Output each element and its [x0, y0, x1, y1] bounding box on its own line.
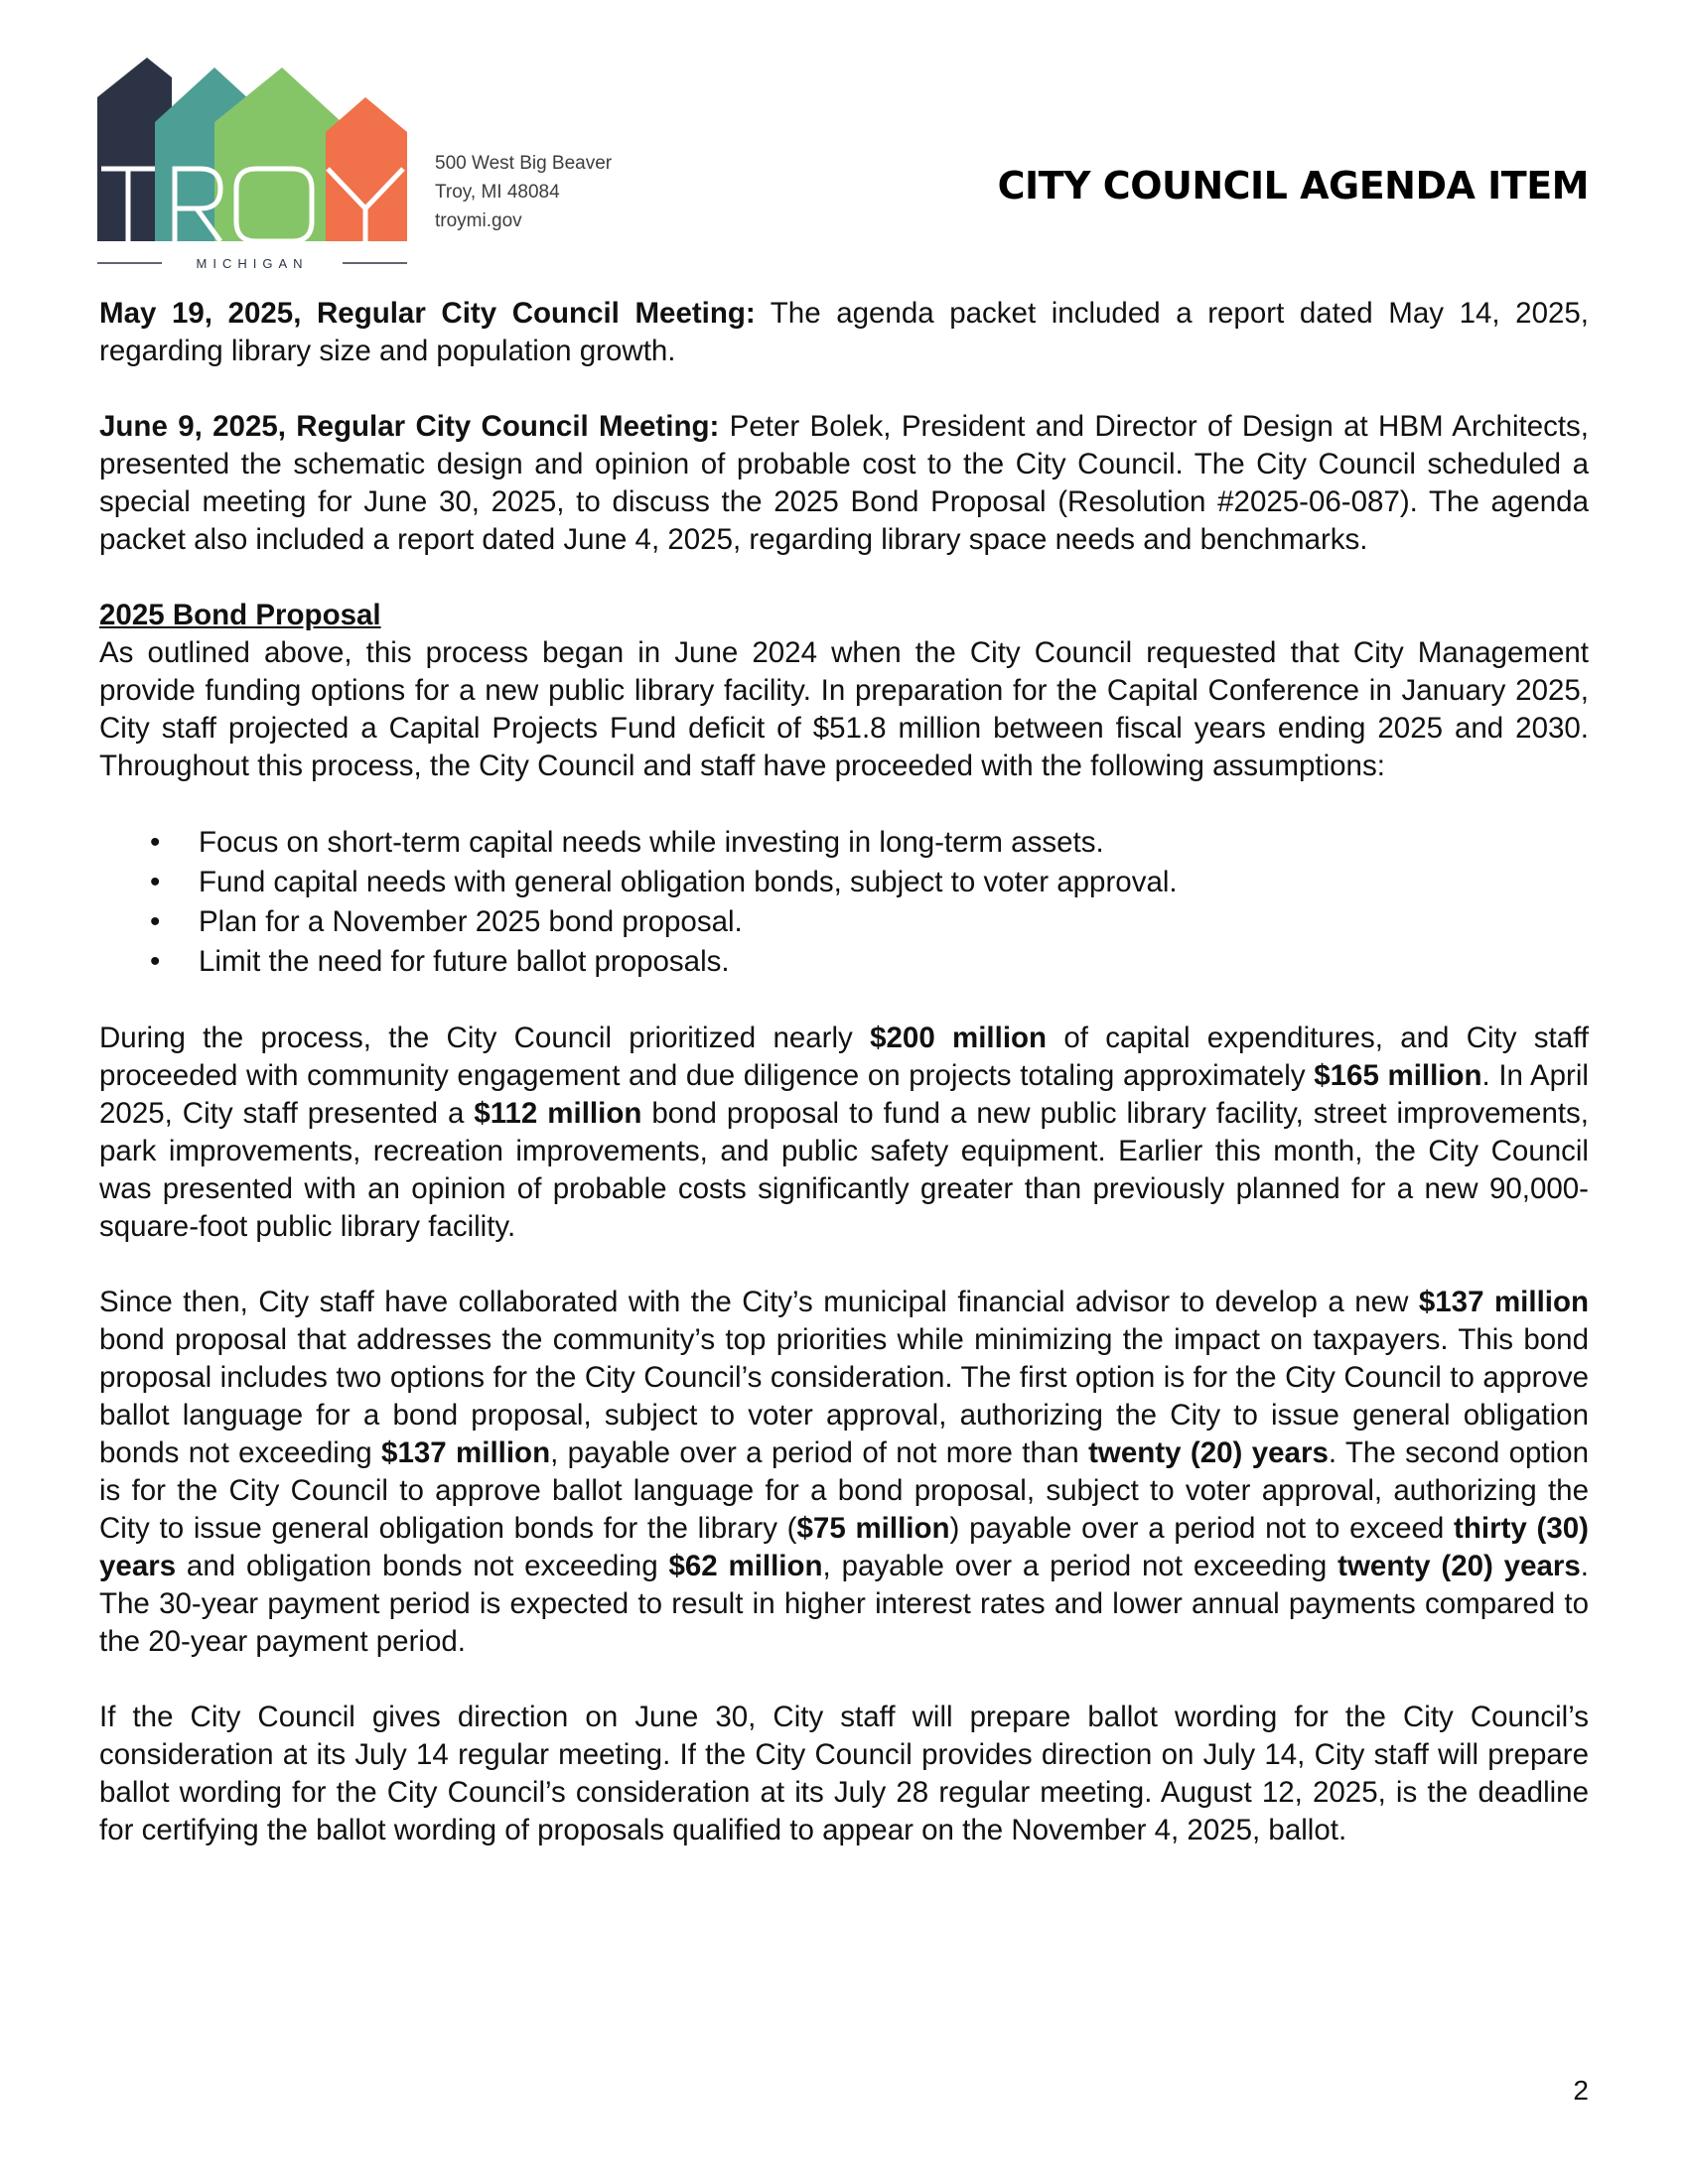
- term-20-years: twenty (20) years: [1337, 1550, 1581, 1582]
- document-body: [99, 295, 1589, 1849]
- amount-62m: $62 million: [668, 1550, 823, 1582]
- text-run: . In April 2025, City staff presented a: [99, 1059, 1589, 1130]
- list-item: • Plan for a November 2025 bond proposal.: [199, 902, 1589, 942]
- address-city: Troy, MI 48084: [435, 182, 560, 203]
- capital-expenditures-paragraph: [99, 1020, 1589, 1246]
- text-run: and obligation bonds not exceeding: [176, 1550, 669, 1582]
- text-run: bond proposal to fund a new public library facility, street improvements, park improvements, recreation improvements, and public safety equipment. Earlier this month, the City Council was presented with an opinion of probable costs significantly greater than previously planned for a new 90,000-square-foot public library facility.: [99, 1097, 1589, 1243]
- text-run: of capital expenditures, and City staff proceeded with community engagement and due diligence on projects totaling approximately: [99, 1022, 1589, 1092]
- text-run: During the process, the City Council prioritized nearly: [99, 1022, 871, 1054]
- text-run: . The 30-year payment period is expected to result in higher interest rates and lower annual payments compared to the 20-year payment period.: [99, 1550, 1589, 1658]
- bond-proposal-intro: [99, 597, 1589, 785]
- meeting-text: Peter Bolek, President and Director of Design at HBM Architects, presented the schematic design and opinion of probable cost to the City Council. The City Council scheduled a special meeting for June 30, 2025, to discuss the 2025 Bond Proposal (Resolution #2025-06-087). The agenda packet also included a report dated June 4, 2025, regarding library space needs and benchmarks.: [99, 410, 1590, 556]
- meeting-label: June 9, 2025, Regular City Council Meeting:: [99, 410, 720, 443]
- text-run: ) payable over a period not to exceed: [949, 1512, 1455, 1545]
- meeting-text: The agenda packet included a report dated May 14, 2025, regarding library size and population growth.: [99, 297, 1589, 367]
- text-run: , payable over a period of not more than: [550, 1436, 1089, 1469]
- agenda-title: CITY COUNCIL AGENDA ITEM: [997, 164, 1589, 207]
- bond-options-paragraph: [99, 1284, 1589, 1661]
- amount-75m: $75 million: [796, 1512, 950, 1545]
- amount-200m: $200 million: [870, 1022, 1048, 1054]
- city-address: [435, 149, 612, 235]
- address-street: 500 West Big Beaver: [435, 153, 613, 174]
- ballot-timeline-paragraph: If the City Council gives direction on June 30, City staff will prepare ballot wording for the City Council’s consideration at its July 14 regular meeting. If the City Council provides direction on July 14, City staff will prepare ballot wording for the City Council’s consideration at its July 28 regular meeting. August 12, 2025, is the deadline for certifying the ballot wording of proposals qualified to appear on the November 4, 2025, ballot.: [99, 1701, 1589, 1846]
- text-run: bond proposal that addresses the community’s top priorities while minimizing the impact on taxpayers. This bond proposal includes two options for the City Council’s consideration. The first option is for the City Council to approve ballot language for a bond proposal, subject to voter approval, authorizing the City to issue general obligation bonds not exceeding: [99, 1323, 1589, 1469]
- page-number: 2: [1573, 2075, 1589, 2106]
- term-30-years: thirty (30) years: [99, 1512, 1589, 1582]
- list-item: • Fund capital needs with general obligation bonds, subject to voter approval.: [199, 863, 1589, 902]
- logo-michigan-text: MICHIGAN: [196, 256, 309, 271]
- troy-logo: [97, 58, 407, 271]
- meeting-entry-june-9: [99, 408, 1589, 559]
- list-item: • Limit the need for future ballot proposals.: [199, 942, 1589, 982]
- website-link[interactable]: troymi.gov: [435, 210, 522, 231]
- assumptions-list: [99, 823, 1589, 982]
- meeting-label: May 19, 2025, Regular City Council Meeting:: [99, 297, 756, 330]
- text-run: . The second option is for the City Council to approve ballot language for a bond proposal, subject to voter approval, authorizing the City to issue general obligation bonds for the library (: [99, 1436, 1589, 1545]
- intro-text: As outlined above, this process began in June 2024 when the City Council requested that City Management provide funding options for a new public library facility. In preparation for the Capital Conference in January 2025, City staff projected a Capital Projects Fund deficit of $51.8 million between fiscal years ending 2025 and 2030. Throughout this process, the City Council and staff have proceeded with the following assumptions:: [99, 636, 1589, 782]
- list-item: • Focus on short-term capital needs while investing in long-term assets.: [199, 823, 1589, 863]
- text-run: , payable over a period not exceeding: [822, 1550, 1338, 1582]
- amount-165m: $165 million: [1314, 1059, 1482, 1092]
- term-20-years: twenty (20) years: [1088, 1436, 1329, 1469]
- amount-137m: $137 million: [381, 1436, 551, 1469]
- meeting-entry-may-19: [99, 295, 1589, 370]
- amount-137m: $137 million: [1418, 1286, 1589, 1318]
- text-run: Since then, City staff have collaborated with the City’s municipal financial advisor to develop a new: [99, 1286, 1419, 1318]
- amount-112m: $112 million: [474, 1097, 642, 1130]
- section-heading: 2025 Bond Proposal: [99, 599, 381, 631]
